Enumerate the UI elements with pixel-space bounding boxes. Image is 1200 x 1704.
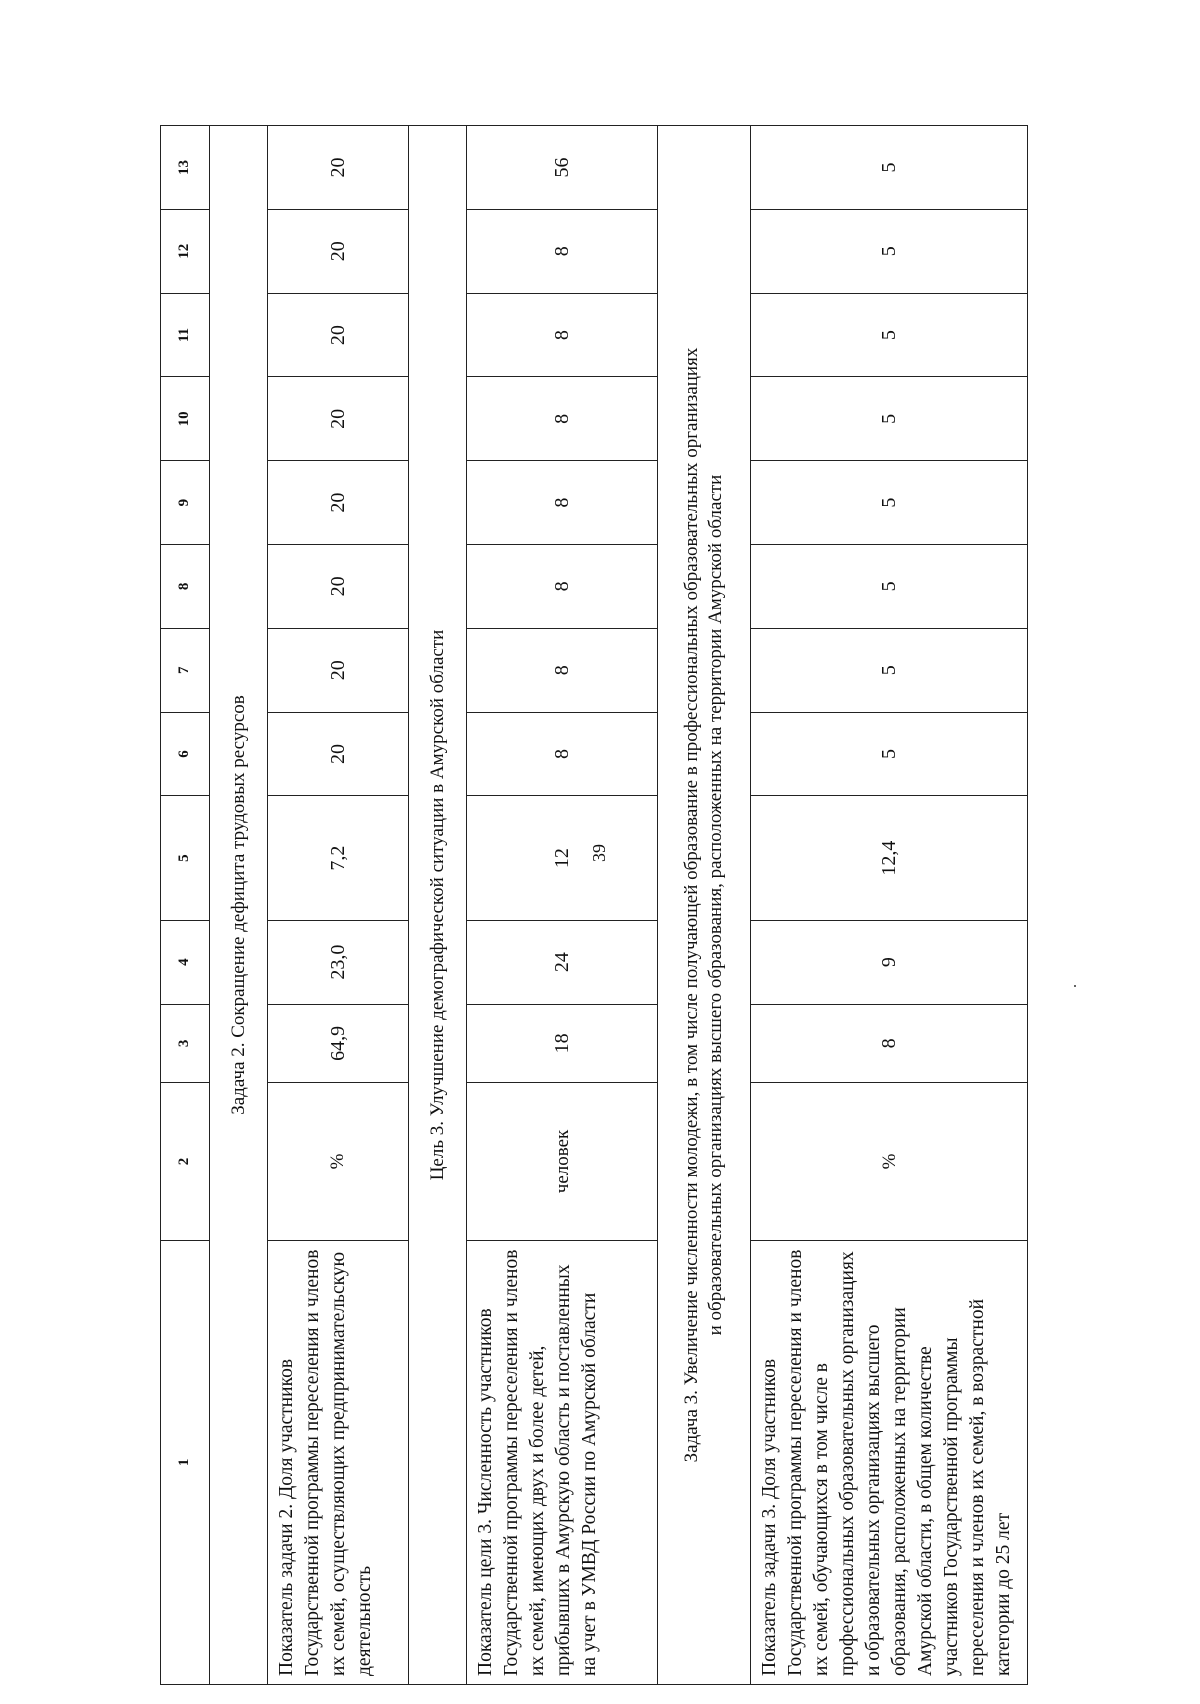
section-title-task3-line2: и образовательных организациях высшего образования, расположенных на территории Амурской области bbox=[705, 474, 727, 1336]
value-cell: 8 bbox=[466, 293, 657, 377]
header-cell: 2 bbox=[161, 1083, 210, 1240]
value-cell: 8 bbox=[466, 461, 657, 545]
value-cell: 8 bbox=[466, 377, 657, 461]
indicator-cell: Показатель задачи 2. Доля участников Государственной программы переселения и членов их семей, осуществляющих предпринимательскую деятельность bbox=[268, 1240, 408, 1684]
indicator-cell: Показатель задачи 3. Доля участников Государственной программы переселения и членов их семей, обучающихся в том числе в профессиональных образовательных организациях и образовательных организациях высшего образования, расположенных на территории Амурской области, в общем количестве участников Государственной программы переселения и членов их семей, в возрастной категории до 25 лет bbox=[751, 1240, 1028, 1684]
header-cell: 5 bbox=[161, 796, 210, 920]
section-row-task3 bbox=[658, 126, 751, 1685]
value-cell: 8 bbox=[466, 628, 657, 712]
value-cell: 20 bbox=[268, 545, 408, 629]
header-cell: 10 bbox=[161, 377, 210, 461]
table-row-task2 bbox=[268, 126, 408, 1685]
value-cell: 8 bbox=[751, 1004, 1028, 1083]
scan-artifact-dot bbox=[1074, 985, 1076, 987]
value-cell: 5 bbox=[751, 209, 1028, 293]
section-row-goal3 bbox=[408, 126, 466, 1685]
value-cell: 5 bbox=[751, 126, 1028, 210]
header-cell: 7 bbox=[161, 628, 210, 712]
header-cell: 6 bbox=[161, 712, 210, 796]
value-cell: 12,4 bbox=[751, 796, 1028, 920]
header-cell: 8 bbox=[161, 545, 210, 629]
value-cell: 56 bbox=[466, 126, 657, 210]
value-cell: 20 bbox=[268, 461, 408, 545]
value-cell: 8 bbox=[466, 209, 657, 293]
value-cell: 8 bbox=[466, 712, 657, 796]
value-cell: 9 bbox=[751, 920, 1028, 1004]
section-title-task3 bbox=[658, 126, 751, 1685]
section-title-goal3: Цель 3. Улучшение демографической ситуации в Амурской области bbox=[408, 126, 466, 1685]
table-row-task3 bbox=[751, 126, 1028, 1685]
value-cell: 5 bbox=[751, 377, 1028, 461]
header-cell: 3 bbox=[161, 1004, 210, 1083]
header-cell: 9 bbox=[161, 461, 210, 545]
value-cell: 8 bbox=[466, 545, 657, 629]
value-cell: 20 bbox=[268, 209, 408, 293]
value-cell: 20 bbox=[268, 377, 408, 461]
header-cell: 12 bbox=[161, 209, 210, 293]
header-cell: 1 bbox=[161, 1240, 210, 1684]
header-row bbox=[161, 126, 210, 1685]
value-cell: 24 bbox=[466, 920, 657, 1004]
indicators-table bbox=[160, 125, 1028, 1685]
page-number: 39 bbox=[588, 844, 609, 862]
unit-cell: % bbox=[751, 1083, 1028, 1240]
value-cell: 20 bbox=[268, 293, 408, 377]
section-row-task2 bbox=[210, 126, 268, 1685]
unit-cell: % bbox=[268, 1083, 408, 1240]
value-cell: 5 bbox=[751, 712, 1028, 796]
value-cell: 7,2 bbox=[268, 796, 408, 920]
value-cell: 5 bbox=[751, 545, 1028, 629]
value-cell: 20 bbox=[268, 712, 408, 796]
value-cell: 5 bbox=[751, 628, 1028, 712]
value-cell: 64,9 bbox=[268, 1004, 408, 1083]
table-frame bbox=[160, 125, 1028, 1685]
table-row-goal3 bbox=[466, 126, 657, 1685]
value-cell: 12 bbox=[466, 796, 657, 920]
value-cell: 23,0 bbox=[268, 920, 408, 1004]
unit-cell: человек bbox=[466, 1083, 657, 1240]
value-cell: 5 bbox=[751, 461, 1028, 545]
section-title-task2: Задача 2. Сокращение дефицита трудовых ресурсов bbox=[210, 126, 268, 1685]
header-cell: 13 bbox=[161, 126, 210, 210]
indicator-cell: Показатель цели 3. Численность участников Государственной программы переселения и членов их семей, имеющих двух и более детей, прибывших в Амурскую область и поставленных на учет в УМВД России по Амурской области bbox=[466, 1240, 657, 1684]
header-cell: 4 bbox=[161, 920, 210, 1004]
value-cell: 20 bbox=[268, 628, 408, 712]
value-cell: 5 bbox=[751, 293, 1028, 377]
header-cell: 11 bbox=[161, 293, 210, 377]
section-title-task3-line1: Задача 3. Увеличение численности молодежи, в том числе получающей образование в профессиональных образовательных организациях bbox=[680, 347, 702, 1463]
value-cell: 20 bbox=[268, 126, 408, 210]
value-cell: 18 bbox=[466, 1004, 657, 1083]
